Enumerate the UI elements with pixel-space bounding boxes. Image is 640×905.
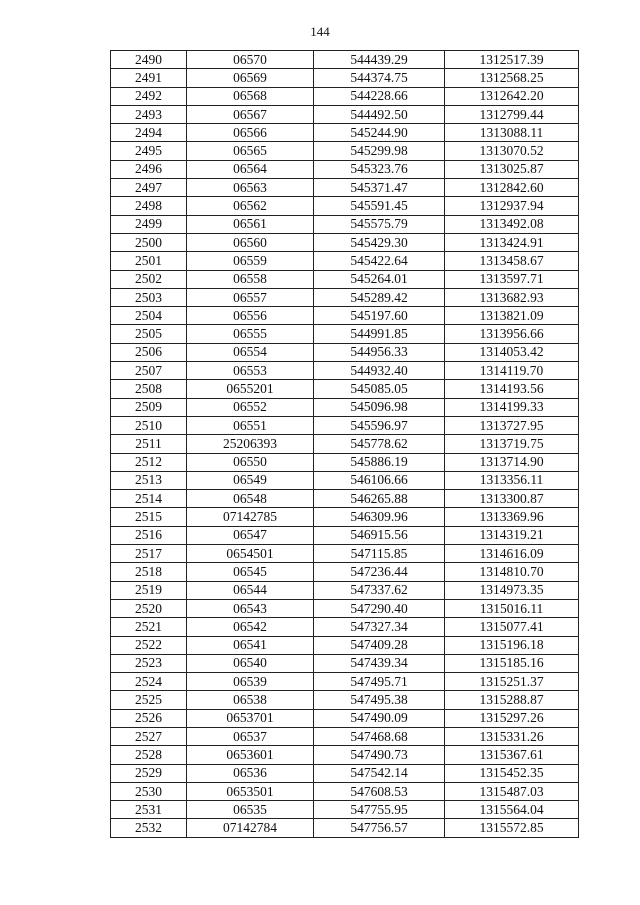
point-id-cell: 06556 [187, 307, 314, 325]
table-row [111, 435, 579, 453]
table-row [111, 380, 579, 398]
point-id-cell: 06558 [187, 270, 314, 288]
table-row [111, 416, 579, 434]
point-id-cell: 06559 [187, 252, 314, 270]
row-index-cell: 2521 [111, 618, 187, 636]
x-coordinate-cell: 546915.56 [314, 526, 445, 544]
coordinates-table [110, 50, 579, 838]
x-coordinate-cell: 546265.88 [314, 490, 445, 508]
x-coordinate-cell: 545264.01 [314, 270, 445, 288]
table-row [111, 490, 579, 508]
x-coordinate-cell: 545596.97 [314, 416, 445, 434]
x-coordinate-cell: 545289.42 [314, 288, 445, 306]
table-row [111, 160, 579, 178]
y-coordinate-cell: 1313369.96 [445, 508, 579, 526]
x-coordinate-cell: 547542.14 [314, 764, 445, 782]
y-coordinate-cell: 1314319.21 [445, 526, 579, 544]
point-id-cell: 06549 [187, 471, 314, 489]
point-id-cell: 06544 [187, 581, 314, 599]
x-coordinate-cell: 544932.40 [314, 362, 445, 380]
x-coordinate-cell: 547495.71 [314, 673, 445, 691]
table-row [111, 508, 579, 526]
y-coordinate-cell: 1314616.09 [445, 545, 579, 563]
table-row [111, 233, 579, 251]
x-coordinate-cell: 545085.05 [314, 380, 445, 398]
y-coordinate-cell: 1313424.91 [445, 233, 579, 251]
y-coordinate-cell: 1315297.26 [445, 709, 579, 727]
row-index-cell: 2529 [111, 764, 187, 782]
x-coordinate-cell: 547439.34 [314, 654, 445, 672]
y-coordinate-cell: 1315077.41 [445, 618, 579, 636]
table-row [111, 307, 579, 325]
table-row [111, 636, 579, 654]
y-coordinate-cell: 1313714.90 [445, 453, 579, 471]
row-index-cell: 2510 [111, 416, 187, 434]
point-id-cell: 0654501 [187, 545, 314, 563]
table-row [111, 782, 579, 800]
row-index-cell: 2520 [111, 599, 187, 617]
y-coordinate-cell: 1313821.09 [445, 307, 579, 325]
x-coordinate-cell: 547290.40 [314, 599, 445, 617]
y-coordinate-cell: 1314810.70 [445, 563, 579, 581]
table-row [111, 526, 579, 544]
point-id-cell: 06567 [187, 105, 314, 123]
y-coordinate-cell: 1313492.08 [445, 215, 579, 233]
row-index-cell: 2506 [111, 343, 187, 361]
x-coordinate-cell: 545575.79 [314, 215, 445, 233]
table-row [111, 288, 579, 306]
point-id-cell: 06553 [187, 362, 314, 380]
point-id-cell: 0653501 [187, 782, 314, 800]
point-id-cell: 06569 [187, 69, 314, 87]
point-id-cell: 06568 [187, 87, 314, 105]
table-row [111, 87, 579, 105]
y-coordinate-cell: 1315367.61 [445, 746, 579, 764]
row-index-cell: 2499 [111, 215, 187, 233]
x-coordinate-cell: 547756.57 [314, 819, 445, 837]
row-index-cell: 2503 [111, 288, 187, 306]
y-coordinate-cell: 1315288.87 [445, 691, 579, 709]
table-row [111, 325, 579, 343]
point-id-cell: 06538 [187, 691, 314, 709]
y-coordinate-cell: 1315452.35 [445, 764, 579, 782]
row-index-cell: 2519 [111, 581, 187, 599]
row-index-cell: 2517 [111, 545, 187, 563]
table-row [111, 471, 579, 489]
point-id-cell: 07142785 [187, 508, 314, 526]
x-coordinate-cell: 545244.90 [314, 124, 445, 142]
row-index-cell: 2532 [111, 819, 187, 837]
row-index-cell: 2496 [111, 160, 187, 178]
table-row [111, 819, 579, 837]
point-id-cell: 06565 [187, 142, 314, 160]
x-coordinate-cell: 547337.62 [314, 581, 445, 599]
row-index-cell: 2516 [111, 526, 187, 544]
point-id-cell: 06563 [187, 179, 314, 197]
y-coordinate-cell: 1312842.60 [445, 179, 579, 197]
row-index-cell: 2525 [111, 691, 187, 709]
y-coordinate-cell: 1315196.18 [445, 636, 579, 654]
x-coordinate-cell: 547236.44 [314, 563, 445, 581]
x-coordinate-cell: 547409.28 [314, 636, 445, 654]
point-id-cell: 25206393 [187, 435, 314, 453]
y-coordinate-cell: 1313727.95 [445, 416, 579, 434]
point-id-cell: 06535 [187, 801, 314, 819]
point-id-cell: 06561 [187, 215, 314, 233]
row-index-cell: 2493 [111, 105, 187, 123]
point-id-cell: 07142784 [187, 819, 314, 837]
point-id-cell: 06552 [187, 398, 314, 416]
point-id-cell: 06562 [187, 197, 314, 215]
y-coordinate-cell: 1314199.33 [445, 398, 579, 416]
page-number: 144 [310, 24, 330, 39]
y-coordinate-cell: 1312517.39 [445, 51, 579, 69]
y-coordinate-cell: 1313070.52 [445, 142, 579, 160]
table-row [111, 179, 579, 197]
row-index-cell: 2512 [111, 453, 187, 471]
y-coordinate-cell: 1313300.87 [445, 490, 579, 508]
y-coordinate-cell: 1314119.70 [445, 362, 579, 380]
table-row [111, 51, 579, 69]
row-index-cell: 2495 [111, 142, 187, 160]
y-coordinate-cell: 1313088.11 [445, 124, 579, 142]
table-row [111, 618, 579, 636]
x-coordinate-cell: 544228.66 [314, 87, 445, 105]
point-id-cell: 06557 [187, 288, 314, 306]
row-index-cell: 2500 [111, 233, 187, 251]
row-index-cell: 2526 [111, 709, 187, 727]
y-coordinate-cell: 1313458.67 [445, 252, 579, 270]
point-id-cell: 06566 [187, 124, 314, 142]
point-id-cell: 06537 [187, 727, 314, 745]
point-id-cell: 06539 [187, 673, 314, 691]
point-id-cell: 06548 [187, 490, 314, 508]
y-coordinate-cell: 1313356.11 [445, 471, 579, 489]
x-coordinate-cell: 545323.76 [314, 160, 445, 178]
x-coordinate-cell: 544991.85 [314, 325, 445, 343]
table-row [111, 801, 579, 819]
row-index-cell: 2491 [111, 69, 187, 87]
x-coordinate-cell: 545422.64 [314, 252, 445, 270]
row-index-cell: 2504 [111, 307, 187, 325]
point-id-cell: 06551 [187, 416, 314, 434]
x-coordinate-cell: 547490.73 [314, 746, 445, 764]
x-coordinate-cell: 544374.75 [314, 69, 445, 87]
row-index-cell: 2502 [111, 270, 187, 288]
y-coordinate-cell: 1312799.44 [445, 105, 579, 123]
point-id-cell: 06536 [187, 764, 314, 782]
point-id-cell: 06555 [187, 325, 314, 343]
row-index-cell: 2528 [111, 746, 187, 764]
y-coordinate-cell: 1314973.35 [445, 581, 579, 599]
table-row [111, 453, 579, 471]
x-coordinate-cell: 545299.98 [314, 142, 445, 160]
table-row [111, 105, 579, 123]
x-coordinate-cell: 547608.53 [314, 782, 445, 800]
x-coordinate-cell: 545096.98 [314, 398, 445, 416]
point-id-cell: 0653601 [187, 746, 314, 764]
y-coordinate-cell: 1315331.26 [445, 727, 579, 745]
x-coordinate-cell: 547755.95 [314, 801, 445, 819]
point-id-cell: 06560 [187, 233, 314, 251]
table-row [111, 398, 579, 416]
y-coordinate-cell: 1313682.93 [445, 288, 579, 306]
table-row [111, 654, 579, 672]
x-coordinate-cell: 544492.50 [314, 105, 445, 123]
row-index-cell: 2527 [111, 727, 187, 745]
x-coordinate-cell: 546309.96 [314, 508, 445, 526]
point-id-cell: 06564 [187, 160, 314, 178]
point-id-cell: 06541 [187, 636, 314, 654]
point-id-cell: 06547 [187, 526, 314, 544]
y-coordinate-cell: 1313025.87 [445, 160, 579, 178]
y-coordinate-cell: 1314053.42 [445, 343, 579, 361]
y-coordinate-cell: 1315185.16 [445, 654, 579, 672]
row-index-cell: 2501 [111, 252, 187, 270]
table-row [111, 362, 579, 380]
table-row [111, 215, 579, 233]
y-coordinate-cell: 1315487.03 [445, 782, 579, 800]
table-row [111, 709, 579, 727]
table-row [111, 252, 579, 270]
x-coordinate-cell: 547115.85 [314, 545, 445, 563]
x-coordinate-cell: 544439.29 [314, 51, 445, 69]
table-row [111, 581, 579, 599]
row-index-cell: 2494 [111, 124, 187, 142]
row-index-cell: 2490 [111, 51, 187, 69]
point-id-cell: 06545 [187, 563, 314, 581]
x-coordinate-cell: 545886.19 [314, 453, 445, 471]
y-coordinate-cell: 1314193.56 [445, 380, 579, 398]
row-index-cell: 2524 [111, 673, 187, 691]
point-id-cell: 0655201 [187, 380, 314, 398]
row-index-cell: 2509 [111, 398, 187, 416]
row-index-cell: 2513 [111, 471, 187, 489]
x-coordinate-cell: 545778.62 [314, 435, 445, 453]
table-row [111, 545, 579, 563]
table-row [111, 764, 579, 782]
y-coordinate-cell: 1313956.66 [445, 325, 579, 343]
point-id-cell: 06543 [187, 599, 314, 617]
point-id-cell: 06550 [187, 453, 314, 471]
y-coordinate-cell: 1313597.71 [445, 270, 579, 288]
x-coordinate-cell: 547495.38 [314, 691, 445, 709]
table-row [111, 343, 579, 361]
y-coordinate-cell: 1315016.11 [445, 599, 579, 617]
row-index-cell: 2518 [111, 563, 187, 581]
y-coordinate-cell: 1313719.75 [445, 435, 579, 453]
y-coordinate-cell: 1315251.37 [445, 673, 579, 691]
point-id-cell: 06570 [187, 51, 314, 69]
row-index-cell: 2505 [111, 325, 187, 343]
row-index-cell: 2522 [111, 636, 187, 654]
x-coordinate-cell: 545371.47 [314, 179, 445, 197]
y-coordinate-cell: 1312642.20 [445, 87, 579, 105]
row-index-cell: 2498 [111, 197, 187, 215]
table-row [111, 142, 579, 160]
y-coordinate-cell: 1312568.25 [445, 69, 579, 87]
row-index-cell: 2497 [111, 179, 187, 197]
y-coordinate-cell: 1312937.94 [445, 197, 579, 215]
x-coordinate-cell: 546106.66 [314, 471, 445, 489]
row-index-cell: 2514 [111, 490, 187, 508]
table-row [111, 727, 579, 745]
x-coordinate-cell: 547490.09 [314, 709, 445, 727]
x-coordinate-cell: 545429.30 [314, 233, 445, 251]
y-coordinate-cell: 1315564.04 [445, 801, 579, 819]
x-coordinate-cell: 544956.33 [314, 343, 445, 361]
row-index-cell: 2531 [111, 801, 187, 819]
x-coordinate-cell: 545197.60 [314, 307, 445, 325]
point-id-cell: 06554 [187, 343, 314, 361]
row-index-cell: 2508 [111, 380, 187, 398]
row-index-cell: 2523 [111, 654, 187, 672]
x-coordinate-cell: 545591.45 [314, 197, 445, 215]
x-coordinate-cell: 547327.34 [314, 618, 445, 636]
table-row [111, 599, 579, 617]
point-id-cell: 0653701 [187, 709, 314, 727]
row-index-cell: 2530 [111, 782, 187, 800]
y-coordinate-cell: 1315572.85 [445, 819, 579, 837]
row-index-cell: 2511 [111, 435, 187, 453]
table-row [111, 124, 579, 142]
table-row [111, 691, 579, 709]
table-row [111, 197, 579, 215]
coordinates-table-body [111, 51, 579, 838]
table-row [111, 746, 579, 764]
x-coordinate-cell: 547468.68 [314, 727, 445, 745]
point-id-cell: 06542 [187, 618, 314, 636]
row-index-cell: 2515 [111, 508, 187, 526]
table-row [111, 69, 579, 87]
table-row [111, 673, 579, 691]
row-index-cell: 2492 [111, 87, 187, 105]
point-id-cell: 06540 [187, 654, 314, 672]
table-row [111, 563, 579, 581]
row-index-cell: 2507 [111, 362, 187, 380]
table-row [111, 270, 579, 288]
